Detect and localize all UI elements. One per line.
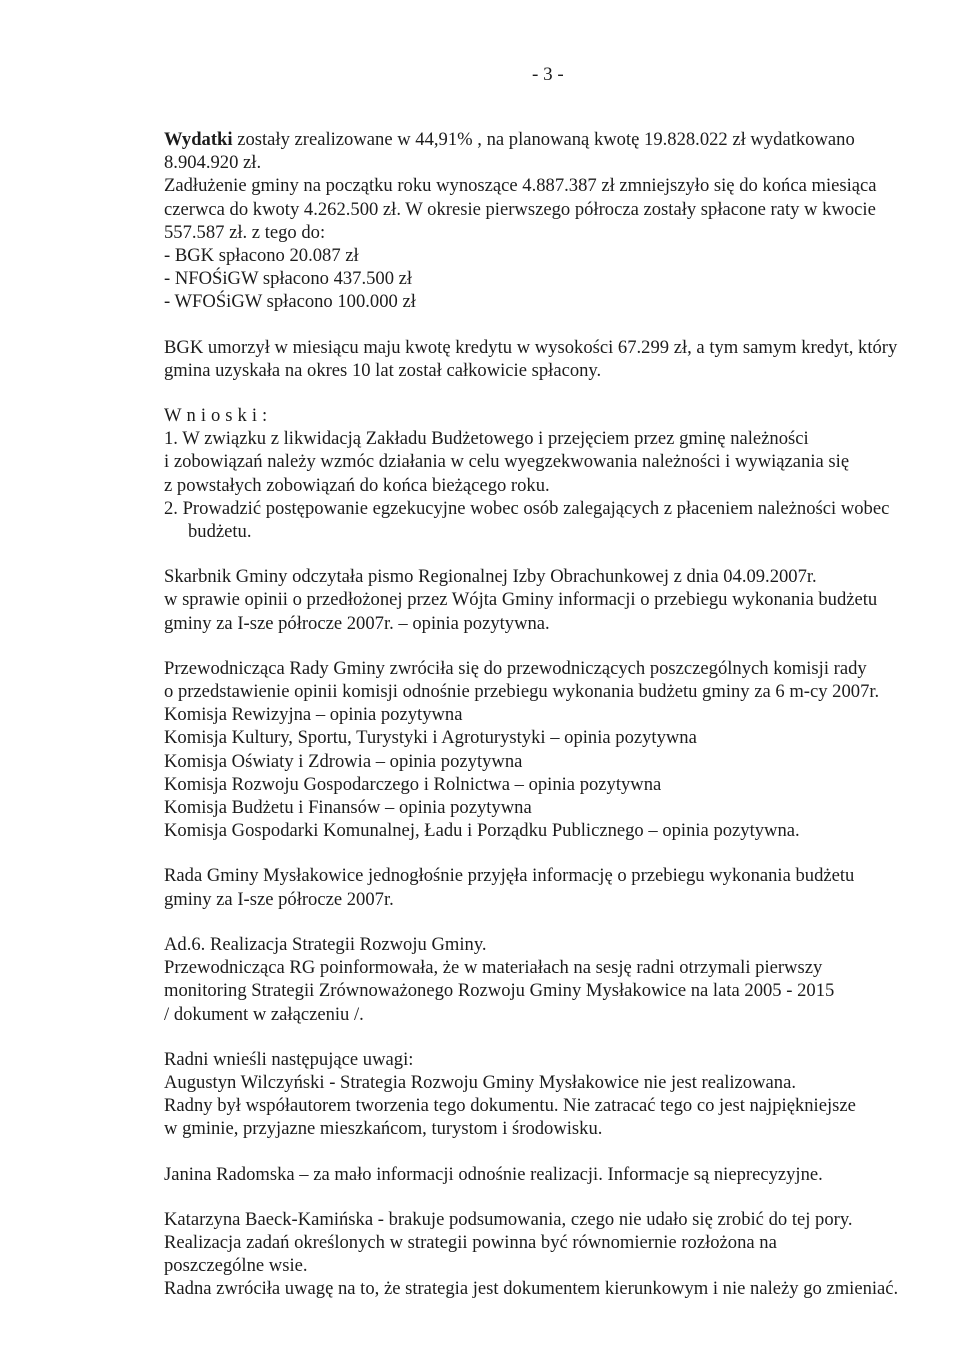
- bold-lead-word: Wydatki: [164, 129, 233, 150]
- wnioski-item-1-cont: i zobowiązań należy wzmóc działania w celu wyegzekwowania należności i wywiązania się: [164, 451, 850, 473]
- skarbnik-line: gminy za I-sze półrocze 2007r. – opinia pozytywna.: [164, 612, 550, 634]
- baeck-line: Katarzyna Baeck-Kamińska - brakuje podsumowania, czego nie udało się zrobić do tej pory.: [164, 1208, 853, 1230]
- wnioski-heading: Wnioski:: [164, 405, 273, 427]
- rada-section: [164, 864, 934, 910]
- skarbnik-line: w sprawie opinii o przedłożonej przez Wójta Gminy informacji o przebiegu wykonania budżetu: [164, 589, 878, 611]
- intro-line: - WFOŚiGW spłacono 100.000 zł: [164, 291, 416, 313]
- komisje-intro: o przedstawienie opinii komisji odnośnie przebiegu wykonania budżetu gminy za 6 m-cy 2007r.: [164, 681, 880, 703]
- ad6-line: monitoring Strategii Zrównoważonego Rozwoju Gminy Mysłakowice na lata 2005 - 2015: [164, 980, 835, 1002]
- komisja-item: Komisja Rozwoju Gospodarczego i Rolnictwa – opinia pozytywna: [164, 773, 662, 795]
- ad6-line: Przewodnicząca RG poinformowała, że w materiałach na sesję radni otrzymali pierwszy: [164, 957, 823, 979]
- intro-section: [164, 128, 934, 314]
- skarbnik-line: Skarbnik Gminy odczytała pismo Regionalnej Izby Obrachunkowej z dnia 04.09.2007r.: [164, 566, 817, 588]
- baeck-line: Radna zwróciła uwagę na to, że strategia jest dokumentem kierunkowym i nie należy go zmieniać.: [164, 1278, 899, 1300]
- intro-line: [164, 128, 934, 151]
- komisje-intro: Przewodnicząca Rady Gminy zwróciła się do przewodniczących poszczególnych komisji rady: [164, 657, 867, 679]
- uwagi-line: Radni wnieśli następujące uwagi:: [164, 1048, 414, 1070]
- intro-line: czerwca do kwoty 4.262.500 zł. W okresie pierwszego półrocza zostały spłacone raty w kwocie: [164, 198, 876, 220]
- wnioski-section: [164, 404, 934, 543]
- uwagi-section: [164, 1048, 934, 1141]
- radomska-line: Janina Radomska – za mało informacji odnośnie realizacji. Informacje są nieprecyzyjne.: [164, 1163, 823, 1185]
- baeck-section: [164, 1208, 934, 1301]
- uwagi-line: w gminie, przyjazne mieszkańcom, turystom i środowisku.: [164, 1118, 603, 1140]
- intro-line: - BGK spłacono 20.087 zł: [164, 245, 359, 267]
- ad6-heading: Ad.6. Realizacja Strategii Rozwoju Gminy.: [164, 933, 487, 955]
- ad6-section: [164, 933, 934, 1026]
- intro-line: 8.904.920 zł.: [164, 152, 262, 174]
- ad6-line: / dokument w załączeniu /.: [164, 1003, 364, 1025]
- document-body: [164, 128, 934, 1301]
- komisja-item: Komisja Oświaty i Zdrowia – opinia pozytywna: [164, 750, 523, 772]
- komisja-item: Komisja Gospodarki Komunalnej, Ładu i Porządku Publicznego – opinia pozytywna.: [164, 820, 800, 842]
- page-number: - 3 -: [532, 64, 564, 85]
- komisja-item: Komisja Budżetu i Finansów – opinia pozytywna: [164, 797, 532, 819]
- skarbnik-section: [164, 565, 934, 635]
- radomska-section: [164, 1163, 934, 1186]
- wnioski-item-1: 1. W związku z likwidacją Zakładu Budżetowego i przejęciem przez gminę należności: [164, 428, 809, 450]
- komisja-item: Komisja Rewizyjna – opinia pozytywna: [164, 704, 463, 726]
- wnioski-item-2: 2. Prowadzić postępowanie egzekucyjne wobec osób zalegających z płaceniem należności wobec: [164, 497, 890, 519]
- rada-line: gminy za I-sze półrocze 2007r.: [164, 888, 394, 910]
- intro-line-rest: zostały zrealizowane w 44,91% , na planowaną kwotę 19.828.022 zł wydatkowano: [232, 129, 855, 150]
- intro-line: 557.587 zł. z tego do:: [164, 221, 326, 243]
- intro-line: - NFOŚiGW spłacono 437.500 zł: [164, 268, 413, 290]
- wnioski-item-1-cont: z powstałych zobowiązań do końca bieżącego roku.: [164, 474, 550, 496]
- komisje-section: [164, 657, 934, 843]
- intro-line: Zadłużenie gminy na początku roku wynoszące 4.887.387 zł zmniejszyło się do końca miesiąca: [164, 175, 877, 197]
- uwagi-line: Augustyn Wilczyński - Strategia Rozwoju Gminy Mysłakowice nie jest realizowana.: [164, 1071, 796, 1093]
- bgk-line: BGK umorzył w miesiącu maju kwotę kredytu w wysokości 67.299 zł, a tym samym kredyt, który: [164, 336, 898, 358]
- bgk-line: gmina uzyskała na okres 10 lat został całkowicie spłacony.: [164, 359, 602, 381]
- uwagi-line: Radny był współautorem tworzenia tego dokumentu. Nie zatracać tego co jest najpiękniejsze: [164, 1095, 856, 1117]
- rada-line: Rada Gminy Mysłakowice jednogłośnie przyjęła informację o przebiegu wykonania budżetu: [164, 865, 855, 887]
- baeck-line: Realizacja zadań określonych w strategii powinna być równomiernie rozłożona na: [164, 1231, 777, 1253]
- bgk-section: [164, 336, 934, 382]
- wnioski-item-2-cont: budżetu.: [188, 521, 252, 543]
- komisja-item: Komisja Kultury, Sportu, Turystyki i Agroturystyki – opinia pozytywna: [164, 727, 697, 749]
- baeck-line: poszczególne wsie.: [164, 1255, 308, 1277]
